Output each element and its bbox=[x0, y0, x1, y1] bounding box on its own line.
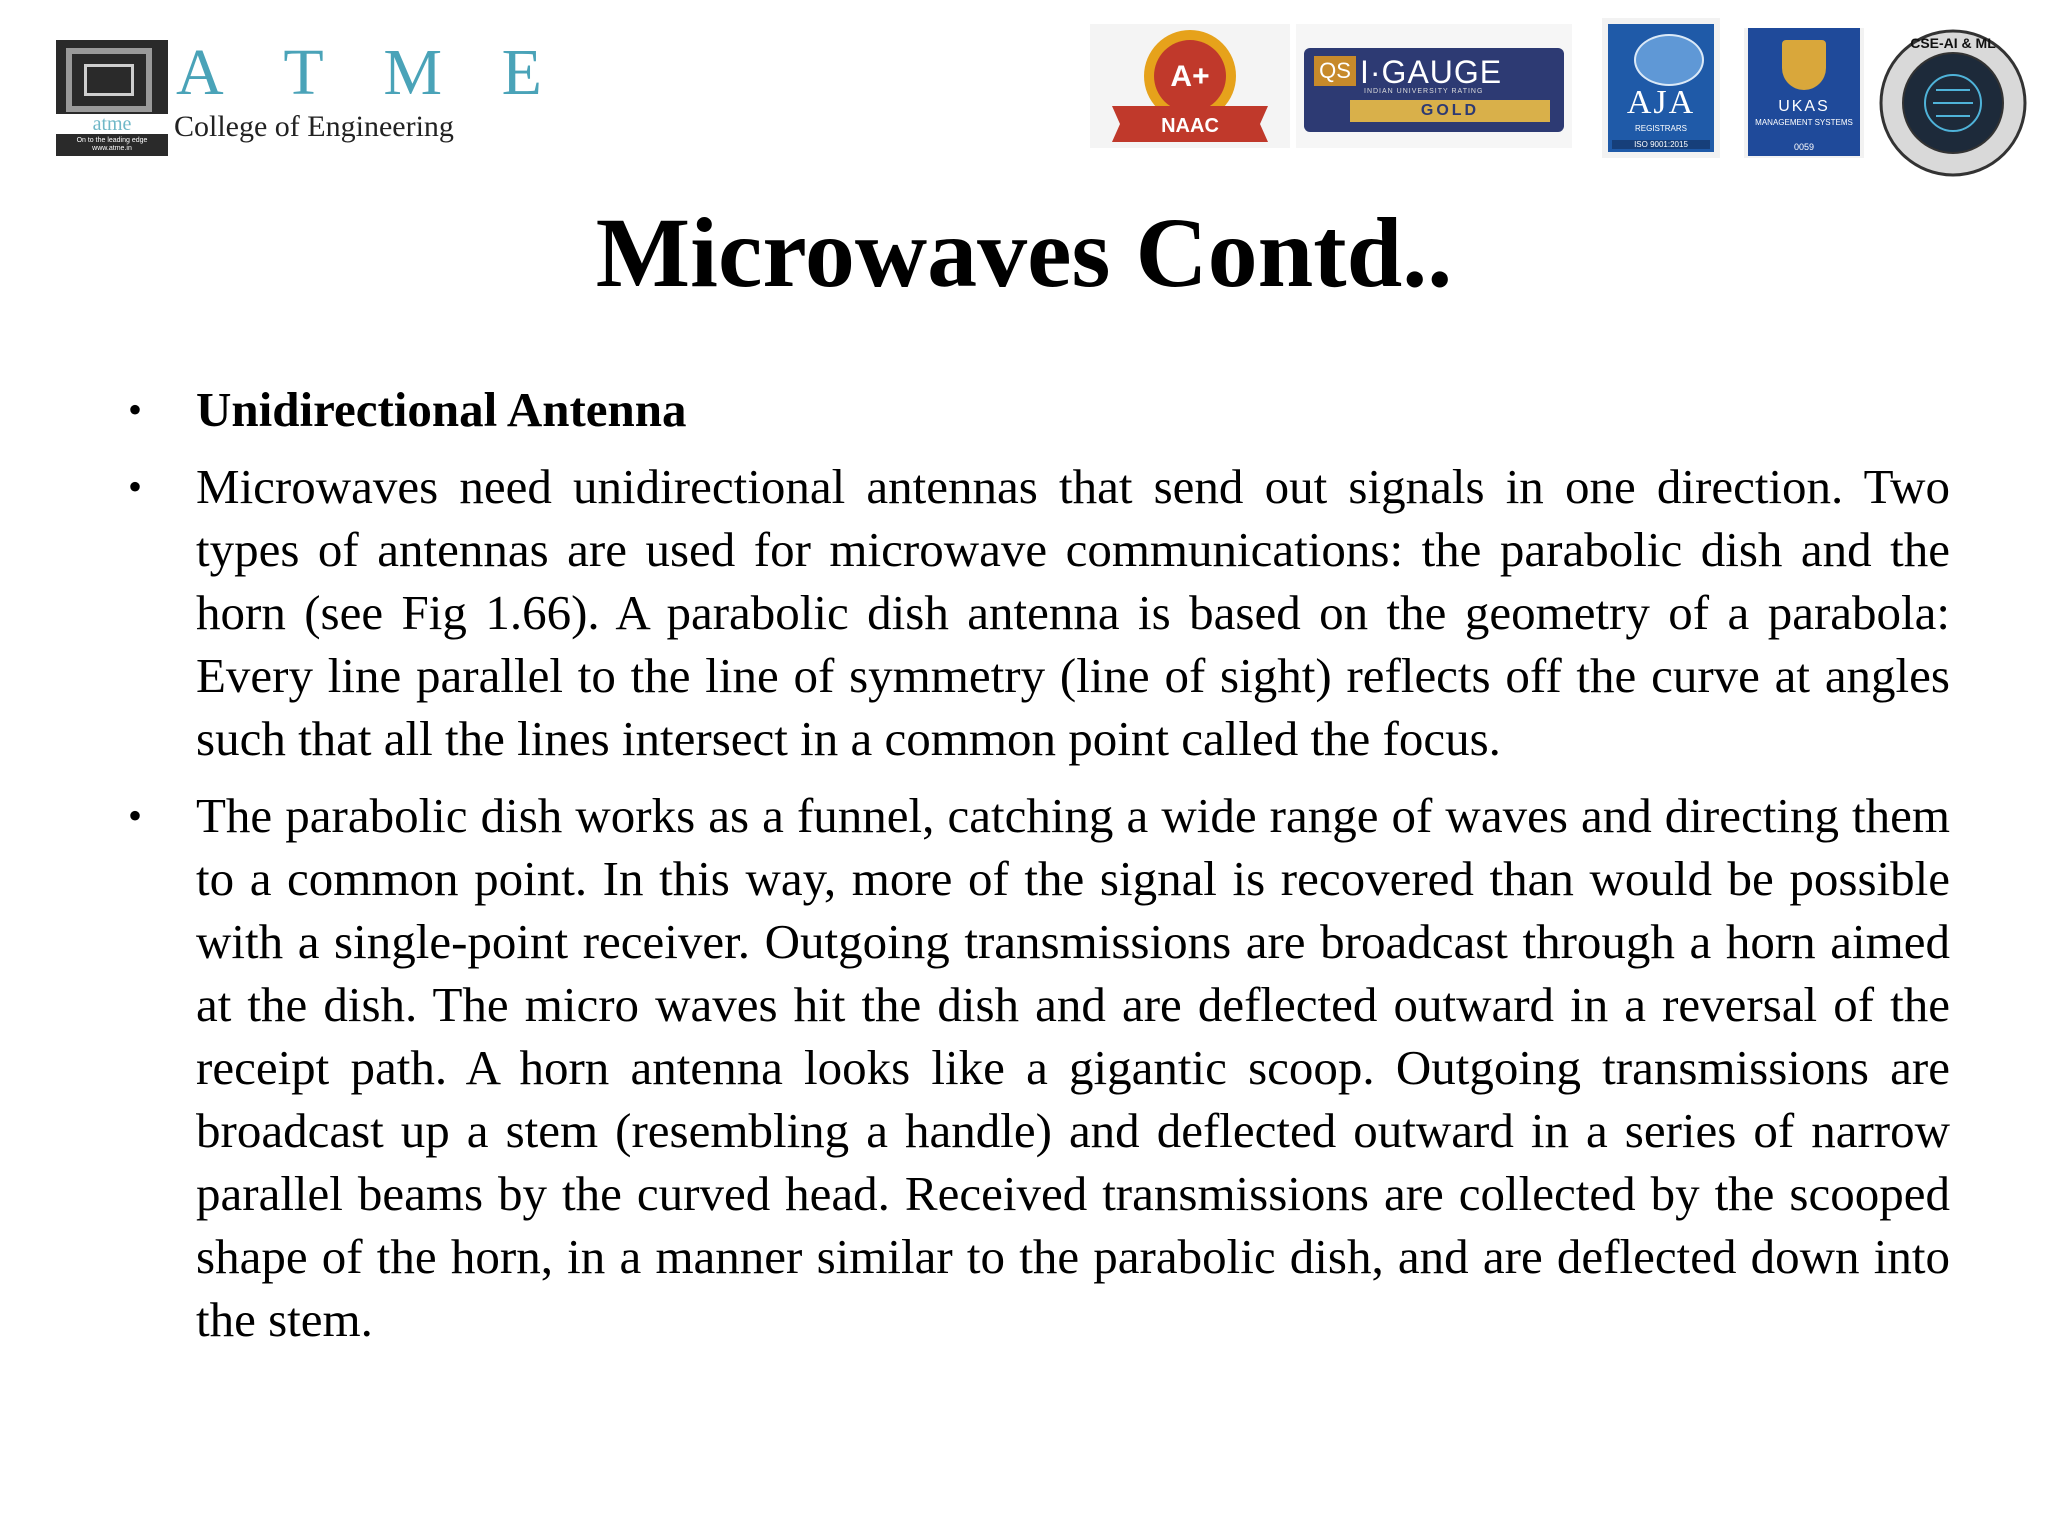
logo-letter: T bbox=[283, 36, 324, 109]
igauge-label: I·GAUGE bbox=[1360, 54, 1503, 90]
atme-college-name: College of Engineering bbox=[174, 110, 454, 143]
aja-badge bbox=[1602, 18, 1720, 158]
bullet-text: Microwaves need unidirectional antennas that send out signals in one direction. Two types of antennas are used for microwave communications: the parabolic dish and the horn (see Fig 1.66). A parabolic dish antenna is based on the geometry of a parabola: Every line parallel to the line of symmetry (line of sight) reflects off the curve at angles such that all the lines intersect in a common point called the focus. bbox=[196, 459, 1950, 766]
atme-logo-small: atme bbox=[56, 114, 168, 134]
bullet-item bbox=[120, 455, 1950, 770]
bullet-text: The parabolic dish works as a funnel, catching a wide range of waves and directing them to a common point. In this way, more of the signal is recovered than would be possible with a single-point receiver. Outgoing transmissions are broadcast through a horn aimed at the dish. The micro waves hit the dish and are deflected outward in a reversal of the receipt path. A horn antenna looks like a gigantic scoop. Outgoing transmissions are broadcast up a stem (resembling a handle) and deflected outward in a series of narrow parallel beams by the curved head. Received transmissions are collected by the scooped shape of the horn, in a manner similar to the parabolic dish, and are deflected down into the stem. bbox=[196, 788, 1950, 1347]
cse-aiml-badge bbox=[1878, 28, 2028, 178]
logo-letter: A bbox=[176, 36, 224, 109]
igauge-gold: GOLD bbox=[1350, 100, 1550, 122]
bullet-item bbox=[120, 378, 1950, 441]
ukas-number: 0059 bbox=[1793, 142, 1815, 152]
accreditation-badges bbox=[0, 12, 2048, 152]
svg-text:NAAC: NAAC bbox=[1161, 115, 1219, 137]
naac-badge bbox=[1090, 24, 1290, 148]
cse-aiml-emblem-icon bbox=[1878, 28, 2028, 178]
igauge-sub: INDIAN UNIVERSITY RATING bbox=[1364, 88, 1484, 95]
aja-label: AJA bbox=[1626, 84, 1696, 121]
bullet-item bbox=[120, 784, 1950, 1351]
logo-letter: M bbox=[383, 36, 442, 109]
qs-label: QS bbox=[1314, 56, 1356, 86]
svg-text:A+: A+ bbox=[1170, 60, 1210, 93]
slide-body bbox=[120, 378, 1950, 1365]
ukas-management: MANAGEMENT SYSTEMS bbox=[1755, 118, 1853, 127]
crown-shield-icon bbox=[1782, 40, 1826, 90]
atme-logo-tagline: On to the leading edge bbox=[76, 137, 148, 144]
ukas-badge bbox=[1744, 28, 1864, 158]
bullet-icon: • bbox=[128, 464, 143, 509]
bullet-icon: • bbox=[128, 793, 143, 838]
bullet-heading: Unidirectional Antenna bbox=[196, 382, 687, 437]
naac-badge-icon bbox=[1090, 24, 1290, 148]
slide-title: Microwaves Contd.. bbox=[595, 197, 1453, 308]
svg-text:CSE-AI & ML: CSE-AI & ML bbox=[1910, 35, 1996, 51]
logo-letter: E bbox=[501, 36, 542, 109]
qs-igauge-badge bbox=[1296, 24, 1572, 148]
atme-logo-site: www.atme.in bbox=[92, 145, 132, 152]
globe-icon bbox=[1634, 34, 1704, 86]
ukas-label: UKAS bbox=[1778, 98, 1830, 115]
aja-iso: ISO 9001:2015 bbox=[1612, 140, 1710, 149]
aja-registrars: REGISTRARS bbox=[1634, 124, 1687, 133]
bullet-icon: • bbox=[128, 387, 143, 432]
